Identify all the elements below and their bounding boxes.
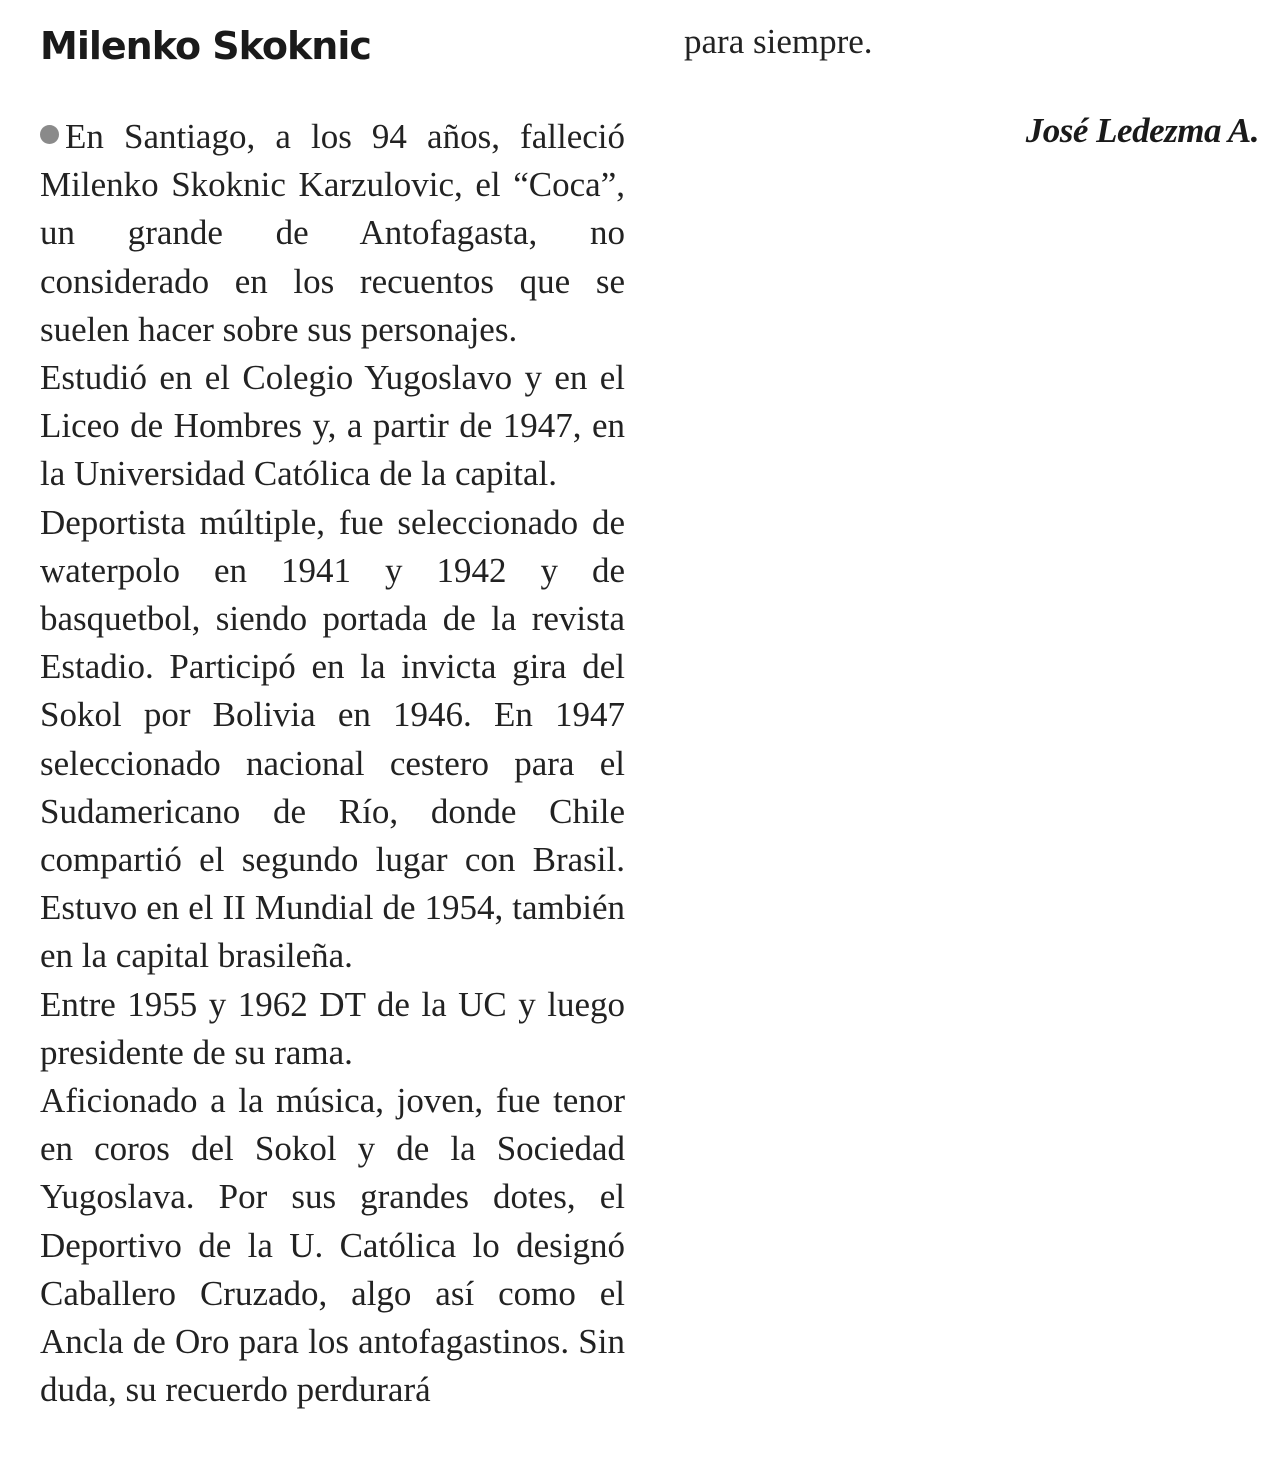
article-paragraph-2: Estudió en el Colegio Yugoslavo y en el Liceo de Hombres y, a partir de 1947, en la Universidad Católica de la capital. — [40, 358, 625, 494]
article-paragraph-4: Entre 1955 y 1962 DT de la UC y luego presidente de su rama. — [40, 984, 625, 1072]
author-signature: José Ledezma A. — [1025, 111, 1259, 150]
article-right-column — [684, 18, 1259, 155]
article-headline: Milenko Skoknic — [40, 24, 371, 68]
article-paragraph-5: Aficionado a la música, joven, fue tenor en coros del Sokol y de la Sociedad Yugoslava. Por sus grandes dotes, el Deportivo de la U. Católica lo designó Caballero Cruzado, algo así como el Ancla de Oro para los antofagastinos. Sin duda, su recuerdo perdurará — [40, 1081, 625, 1410]
article-paragraph-3: Deportista múltiple, fue seleccionado de waterpolo en 1941 y 1942 y de basquetbol, siendo portada de la revista Estadio. Participó en la invicta gira del Sokol por Bolivia en 1946. En 1947 seleccionado nacional cestero para el Sudamericano de Río, donde Chile compartió el segundo lugar con Brasil. Estuvo en el II Mundial de 1954, también en la capital brasileña. — [40, 502, 625, 976]
article-body — [40, 113, 625, 1414]
paragraph-1-text: En Santiago, a los 94 años, falleció Milenko Skoknic Karzulovic, el “Coca”, un grande de Antofagasta, no considerado en los recuentos que se suelen hacer sobre sus personajes. — [40, 117, 625, 349]
article-left-column — [40, 18, 625, 1414]
bullet-icon — [40, 125, 59, 144]
article-paragraph-1 — [40, 113, 625, 354]
article-continuation: para siempre. — [684, 22, 873, 61]
